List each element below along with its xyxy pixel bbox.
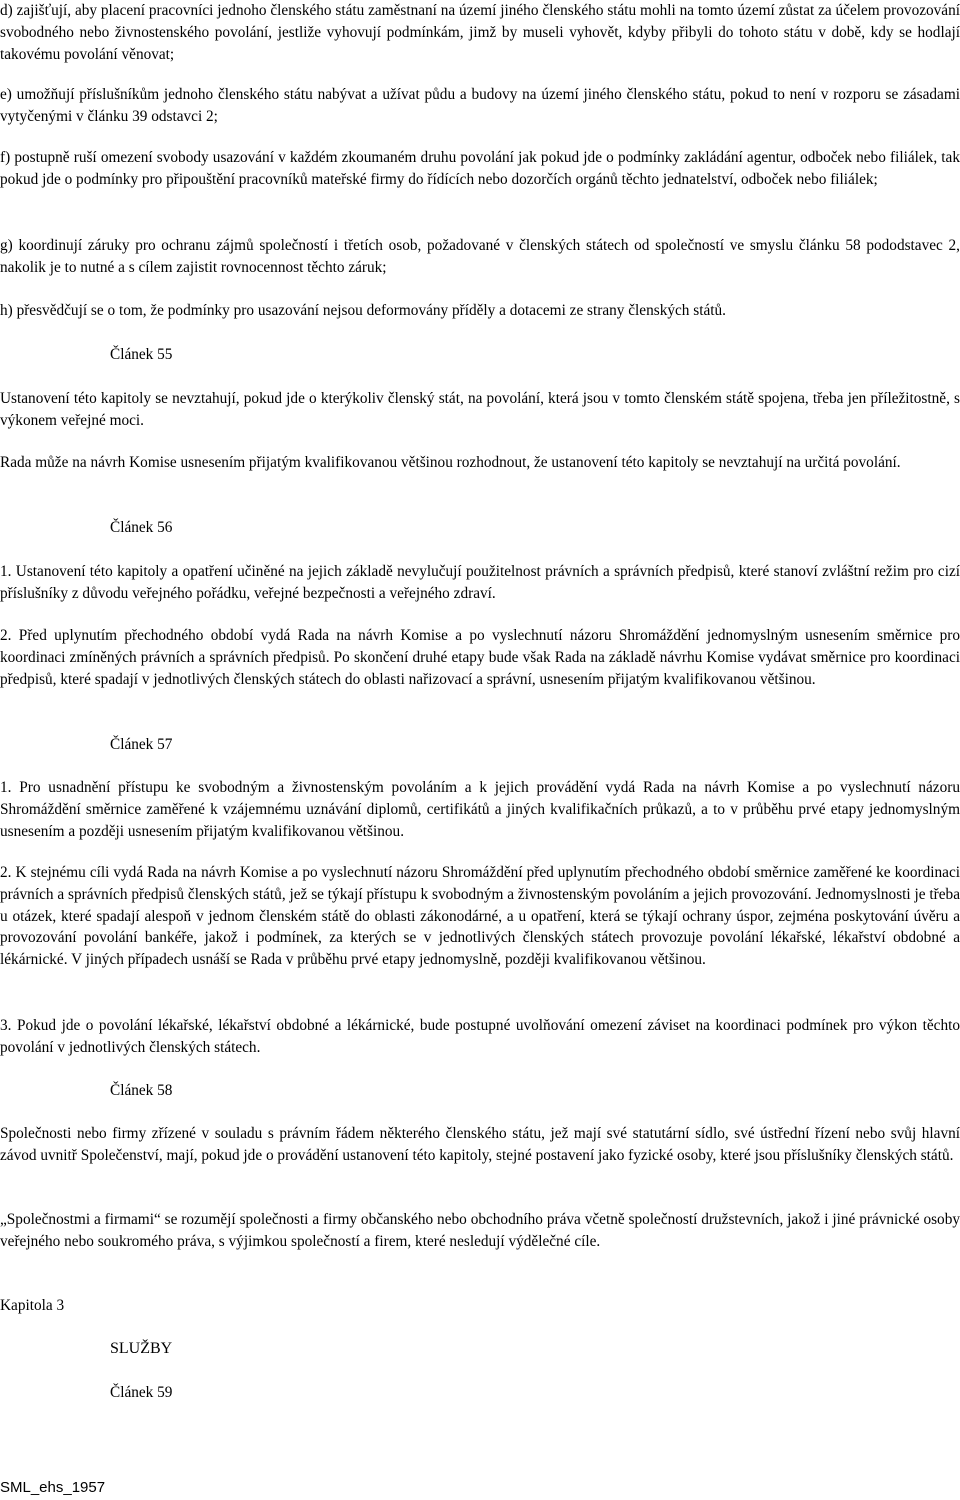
- paragraph-g: g) koordinují záruky pro ochranu zájmů společností i třetích osob, požadované v členských státech od společností ve smyslu článku 58 pododstavec 2, nakolik je to nutné a s cílem zajistit rovnocennost těchto záruk;: [0, 237, 960, 276]
- paragraph-e: e) umožňují příslušníkům jednoho členského státu nabývat a užívat půdu a budovy na území jiného členského státu, pokud to není v rozporu se zásadami vytyčenými v článku 39 odstavci 2;: [0, 86, 960, 125]
- article-57-heading: Článek 57: [110, 736, 173, 753]
- article-55-heading: Článek 55: [110, 346, 173, 363]
- article-56-paragraph-2: 2. Před uplynutím přechodného období vydá Rada na návrh Komise a po vyslechnutí názoru Shromáždění jednomyslným usnesením směrnice pro koordinaci zmíněných právních a správních předpisů. Po skončení druhé etapy bude však Rada na základě návrhu Komise vydávat směrnice pro koordinaci předpisů, které spadají v jednotlivých členských státech do oblasti nařizovací a správní, usnesením přijatým kvalifikovanou většinou.: [0, 627, 960, 688]
- article-58-heading: Článek 58: [110, 1082, 173, 1099]
- article-57-paragraph-2: 2. K stejnému cíli vydá Rada na návrh Komise a po vyslechnutí názoru Shromáždění před uplynutím přechodného období směrnice zaměřené ke koordinaci právních a správních předpisů členských států, jež se týkají přístupu k svobodným a živnostenským povoláním a jejich provozování. Jednomyslnosti je třeba u otázek, které spadají alespoň v jednom členském státě do oblasti zákonodárné, a u opatření, která se týkají ochrany úspor, zejména poskytování úvěru a provozování povolání bankéře, jakož i podmínek, za kterých se v jednotlivých členských státech provozuje povolání lékařské, lékařství obdobné a lékárnické. V jiných případech usnáší se Rada v průběhu prvé etapy jednomyslně, později kvalifikovanou většinou.: [0, 864, 960, 969]
- paragraph-f: f) postupně ruší omezení svobody usazování v každém zkoumaném druhu povolání jak pokud jde o podmínky zakládání agentur, odboček nebo filiálek, tak pokud jde o podmínky pro připouštění pracovníků mateřské firmy do řídících nebo dozorčích orgánů těchto jednatelství, odboček nebo filiálek;: [0, 149, 960, 188]
- article-58-paragraph-2: „Společnostmi a firmami“ se rozumějí společnosti a firmy občanského nebo obchodního práva včetně společností družstevních, jakož i jiné právnické osoby veřejného nebo soukromého práva, s výjimkou společností a firem, které nesledují výdělečné cíle.: [0, 1211, 960, 1250]
- paragraph-d: d) zajišťují, aby placení pracovníci jednoho členského státu zaměstnaní na území jiného členského státu mohli na tomto území zůstat za účelem provozování svobodného nebo živnostenského povolání, jestliže vyhovují podmínkám, jimž by museli vyhovět, kdyby přibyli do tohoto státu v době, kdy se hodlají takovému povolání věnovat;: [0, 2, 960, 63]
- article-56-heading: Článek 56: [110, 519, 173, 536]
- footer-document-id: SML_ehs_1957: [0, 1479, 106, 1496]
- article-58-paragraph-1: Společnosti nebo firmy zřízené v souladu s právním řádem některého členského státu, jež mají své statutární sídlo, své ústřední řízení nebo svůj hlavní závod uvnitř Společenství, mají, pokud jde o provádění ustanovení této kapitoly, stejné postavení jako fyzické osoby, které jsou příslušníky členských států.: [0, 1125, 960, 1164]
- article-56-paragraph-1: 1. Ustanovení této kapitoly a opatření učiněné na jejich základě nevylučují použitelnost právních a správních předpisů, které stanoví zvláštní režim pro cizí příslušníky z důvodu veřejného pořádku, veřejné bezpečnosti a veřejného zdraví.: [0, 563, 960, 602]
- article-55-paragraph-2: Rada může na návrh Komise usnesením přijatým kvalifikovanou většinou rozhodnout, že ustanovení této kapitoly se nevztahují na určitá povolání.: [0, 454, 901, 471]
- paragraph-h: h) přesvědčují se o tom, že podmínky pro usazování nejsou deformovány příděly a dotacemi ze strany členských států.: [0, 302, 726, 319]
- chapter-3-label: Kapitola 3: [0, 1297, 65, 1314]
- article-55-paragraph-1: Ustanovení této kapitoly se nevztahují, pokud jde o kterýkoliv členský stát, na povolání, která jsou v tomto členském státě spojena, třeba jen příležitostně, s výkonem veřejné moci.: [0, 390, 960, 429]
- article-59-heading: Článek 59: [110, 1384, 173, 1401]
- article-57-paragraph-3: 3. Pokud jde o povolání lékařské, lékařství obdobné a lékárnické, bude postupné uvolňování omezení záviset na koordinaci podmínek pro výkon těchto povolání v jednotlivých členských státech.: [0, 1017, 960, 1056]
- chapter-3-title: SLUŽBY: [110, 1340, 173, 1357]
- article-57-paragraph-1: 1. Pro usnadnění přístupu ke svobodným a živnostenským povoláním a k jejich provádění vydá Rada na návrh Komise a po vyslechnutí názoru Shromáždění směrnice zaměřené k vzájemnému uznávání diplomů, certifikátů a jiných kvalifikačních průkazů, a to v průběhu prvé etapy jednomyslným usnesením a později usnesením přijatým kvalifikovanou většinou.: [0, 779, 960, 840]
